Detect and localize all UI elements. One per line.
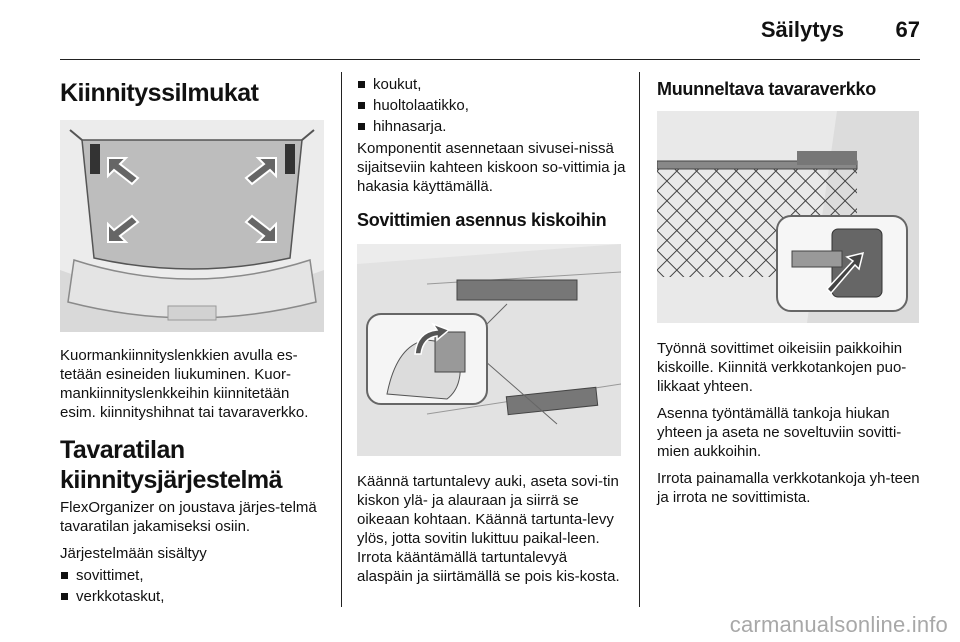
paragraph: Irrota painamalla verkkotankoja yh-teen ja irrota ne sovittimista. xyxy=(657,470,920,506)
list-item: sovittimet, xyxy=(60,565,326,586)
paragraph: Järjestelmään sisältyy xyxy=(60,545,207,562)
paragraph: Kuormankiinnityslenkkien avulla es-tetään esineiden liukuminen. Kuor-mankiinnityslenkkeihin kiinnitetään esim. kiinnityshihnat tai tavaraverkko. xyxy=(60,347,309,421)
page-number: 67 xyxy=(895,17,920,42)
heading-tavaratilan xyxy=(60,435,326,495)
component-list xyxy=(60,565,326,607)
heading-line: Tavaratilan xyxy=(60,436,185,464)
column-1 xyxy=(60,72,326,607)
paragraph: Asenna työntämällä tankoja hiukan yhteen ja aseta ne soveltuviin sovitti-mien aukkoihin. xyxy=(657,405,902,460)
header-rule xyxy=(60,59,920,60)
list-item: huoltolaatikko, xyxy=(357,95,627,116)
page-header xyxy=(0,0,960,60)
column-divider xyxy=(341,72,342,607)
heading-sovittimien-asennus: Sovittimien asennus kiskoihin xyxy=(357,210,607,230)
heading-line: kiinnitysjärjestelmä xyxy=(60,466,283,494)
heading-kiinnityssilmukat: Kiinnityssilmukat xyxy=(60,79,259,107)
column-2 xyxy=(357,72,627,586)
adapter-install-figure xyxy=(357,244,621,456)
heading-muunneltava-tavaraverkko: Muunneltava tavaraverkko xyxy=(657,79,876,99)
paragraph: Käännä tartuntalevy auki, aseta sovi-tin kiskon ylä- ja alauraan ja siirrä se oikeaan kohtaan. Käännä tartunta-levy ylös, jotta sovitin lukittuu paikal-leen. Irrota kääntämällä tartuntalevyä alaspäin ja siirtämällä se pois kis-kosta. xyxy=(357,473,620,585)
column-divider xyxy=(639,72,640,607)
column-3 xyxy=(657,72,922,507)
paragraph: Työnnä sovittimet oikeisiin paikkoihin kiskoille. Kiinnitä verkkotankojen puo-likkaat yhteen. xyxy=(657,340,907,395)
list-item: hihnasarja. xyxy=(357,116,627,137)
cargo-net-figure xyxy=(657,111,919,323)
list-item: verkkotaskut, xyxy=(60,586,326,607)
section-title: Säilytys xyxy=(760,17,844,42)
list-item: koukut, xyxy=(357,74,627,95)
trunk-tie-down-figure xyxy=(60,120,324,332)
paragraph: Komponentit asennetaan sivusei-nissä sijaitseviin kahteen kiskoon so-vittimia ja hakasia käyttämällä. xyxy=(357,140,626,195)
watermark: carmanualsonline.info xyxy=(729,612,948,637)
component-list xyxy=(357,74,627,137)
paragraph: FlexOrganizer on joustava järjes-telmä tavaratilan jakamiseksi osiin. xyxy=(60,499,317,535)
